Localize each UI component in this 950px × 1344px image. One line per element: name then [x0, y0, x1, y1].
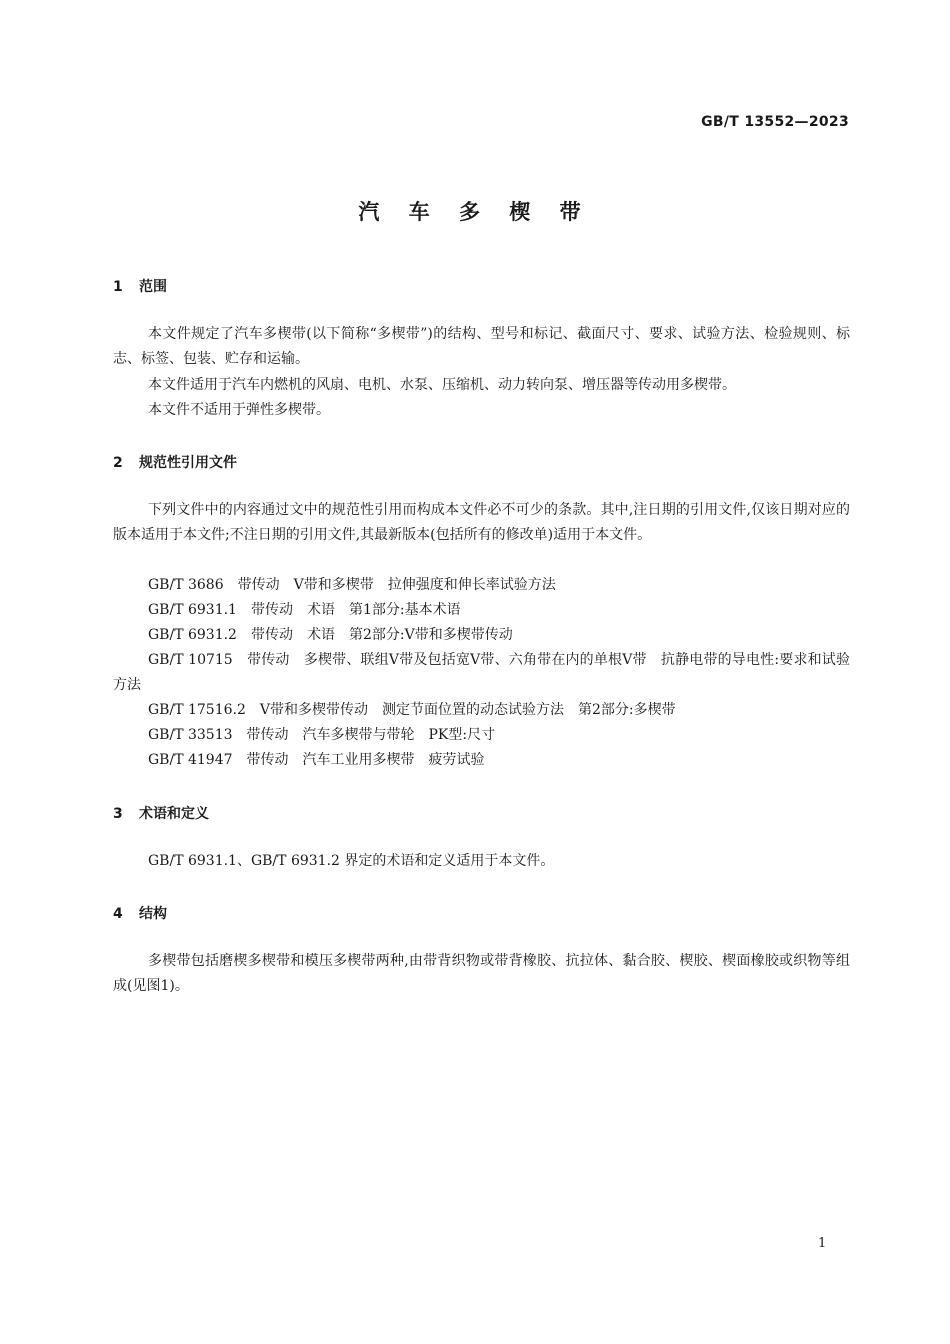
reference-item: GB/T 17516.2 V带和多楔带传动 测定节面位置的动态试验方法 第2部分:多楔带 [148, 702, 676, 718]
section-title: 术语和定义 [139, 806, 209, 822]
section-number: 4 [113, 906, 123, 922]
section-1-paragraph: 本文件不适用于弹性多楔带。 [148, 402, 330, 418]
section-title: 结构 [139, 906, 167, 922]
section-1-paragraph: 本文件规定了汽车多楔带(以下简称“多楔带”)的结构、型号和标记、截面尺寸、要求、试验方法、检验规则、标志、标签、包装、贮存和运输。 [113, 326, 850, 367]
section-4-heading [113, 903, 167, 923]
section-title: 规范性引用文件 [139, 455, 237, 471]
reference-item: GB/T 6931.1 带传动 术语 第1部分:基本术语 [148, 602, 461, 618]
section-number: 1 [113, 279, 123, 295]
section-number: 3 [113, 806, 123, 822]
reference-item: GB/T 33513 带传动 汽车多楔带与带轮 PK型:尺寸 [148, 727, 496, 743]
section-3-paragraph: GB/T 6931.1、GB/T 6931.2 界定的术语和定义适用于本文件。 [148, 853, 555, 869]
section-3-heading [113, 803, 209, 823]
section-4-paragraph: 多楔带包括磨楔多楔带和模压多楔带两种,由带背织物或带背橡胶、抗拉体、黏合胶、楔胶、楔面橡胶或织物等组成(见图1)。 [113, 953, 850, 994]
document-title: 汽 车 多 楔 带 [358, 200, 592, 224]
page-number: 1 [818, 1236, 827, 1251]
section-2-heading [113, 452, 237, 472]
section-1-paragraph: 本文件适用于汽车内燃机的风扇、电机、水泵、压缩机、动力转向泵、增压器等传动用多楔带。 [148, 377, 736, 393]
reference-item: GB/T 3686 带传动 V带和多楔带 拉伸强度和伸长率试验方法 [148, 577, 556, 593]
section-number: 2 [113, 455, 123, 471]
reference-item: GB/T 41947 带传动 汽车工业用多楔带 疲劳试验 [148, 752, 485, 768]
section-title: 范围 [139, 279, 167, 295]
section-1-heading [113, 276, 167, 296]
standard-number: GB/T 13552—2023 [701, 114, 849, 130]
reference-item: GB/T 6931.2 带传动 术语 第2部分:V带和多楔带传动 [148, 627, 513, 643]
reference-item: GB/T 10715 带传动 多楔带、联组V带及包括宽V带、六角带在内的单根V带 抗静电带的导电性:要求和试验方法 [113, 652, 850, 693]
section-2-intro: 下列文件中的内容通过文中的规范性引用而构成本文件必不可少的条款。其中,注日期的引用文件,仅该日期对应的版本适用于本文件;不注日期的引用文件,其最新版本(包括所有的修改单)适用于本文件。 [113, 502, 850, 543]
